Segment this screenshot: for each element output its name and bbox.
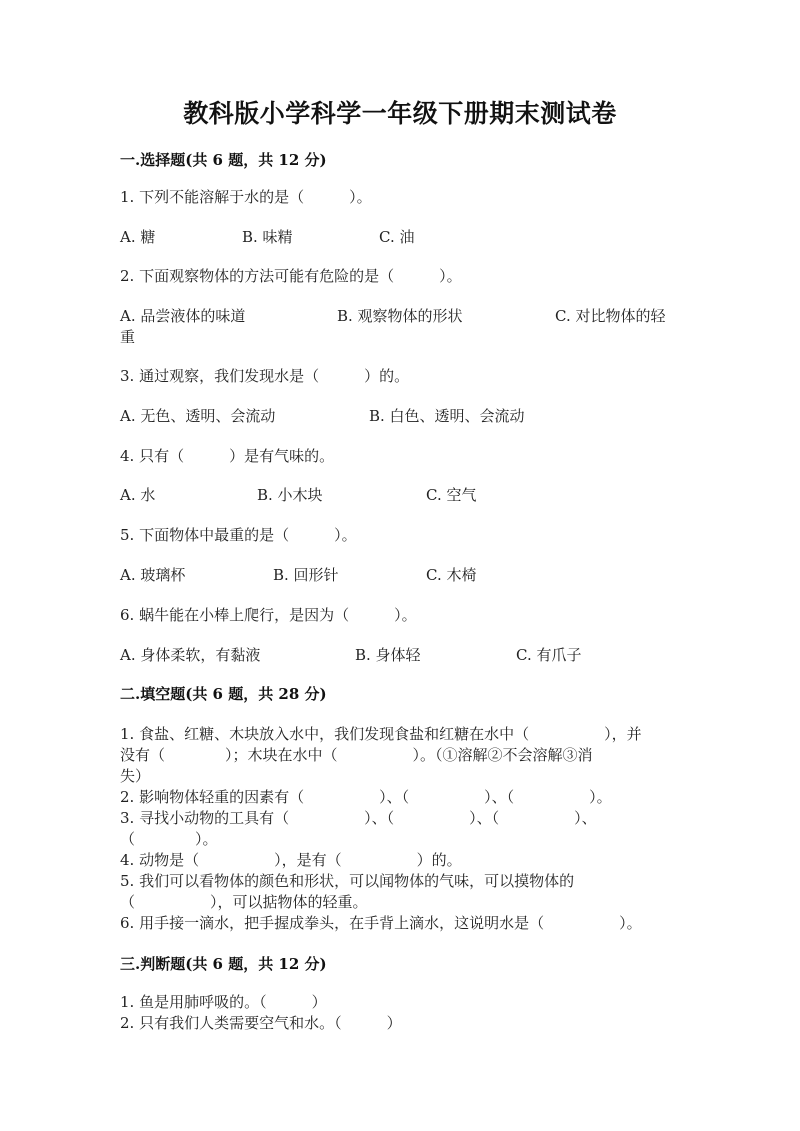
option-c-continued: 重 [120, 328, 136, 346]
fill-question-line: 2. 影响物体轻重的因素有（ ）、（ ）、（ ）。 [120, 788, 612, 806]
question-stem: 2. 下面观察物体的方法可能有危险的是（ ）。 [120, 267, 462, 285]
section-heading-choice: 一.选择题(共 6 题，共 12 分) [120, 151, 327, 169]
judge-question: 2. 只有我们人类需要空气和水。（ ） [120, 1014, 402, 1032]
option-b: B. 小木块 [257, 486, 323, 504]
option-b: B. 身体轻 [355, 646, 421, 664]
section-heading-judge: 三.判断题(共 6 题，共 12 分) [120, 955, 327, 973]
fill-question-line: 6. 用手接一滴水，把手握成拳头，在手背上滴水，这说明水是（ ）。 [120, 914, 642, 932]
fill-question-line: 没有（ ）；木块在水中（ ）。（①溶解②不会溶解③消 [120, 746, 593, 764]
fill-question-line: 1. 食盐、红糖、木块放入水中，我们发现食盐和红糖在水中（ ），并 [120, 725, 642, 743]
fill-question-line: 失） [120, 767, 151, 785]
judge-question: 1. 鱼是用肺呼吸的。（ ） [120, 993, 327, 1011]
fill-question-line: 3. 寻找小动物的工具有（ ）、（ ）、（ ）、 [120, 809, 597, 827]
option-a: A. 无色、透明、会流动 [120, 407, 276, 425]
question-stem: 1. 下列不能溶解于水的是（ ）。 [120, 188, 372, 206]
fill-question-line: 5. 我们可以看物体的颜色和形状，可以闻物体的气味，可以摸物体的 [120, 872, 575, 890]
option-c: C. 有爪子 [516, 646, 582, 664]
fill-question-line: 4. 动物是（ ），是有（ ）的。 [120, 851, 462, 869]
option-b: B. 回形针 [273, 566, 339, 584]
option-b: B. 白色、透明、会流动 [369, 407, 525, 425]
option-a: A. 水 [120, 486, 156, 504]
option-a: A. 身体柔软，有黏液 [120, 646, 261, 664]
option-a: A. 玻璃杯 [120, 566, 186, 584]
page-title: 教科版小学科学一年级下册期末测试卷 [183, 99, 617, 128]
option-a: A. 糖 [120, 228, 156, 246]
option-c: C. 木椅 [426, 566, 477, 584]
option-b: B. 观察物体的形状 [337, 307, 463, 325]
question-stem: 5. 下面物体中最重的是（ ）。 [120, 526, 357, 544]
option-b: B. 味精 [242, 228, 293, 246]
option-c: C. 油 [379, 228, 415, 246]
question-stem: 6. 蜗牛能在小棒上爬行，是因为（ ）。 [120, 606, 417, 624]
option-c: C. 对比物体的轻 [555, 307, 666, 325]
section-heading-fill: 二.填空题(共 6 题，共 28 分) [120, 685, 327, 703]
option-a: A. 品尝液体的味道 [120, 307, 246, 325]
question-stem: 3. 通过观察，我们发现水是（ ）的。 [120, 367, 410, 385]
question-stem: 4. 只有（ ）是有气味的。 [120, 447, 335, 465]
fill-question-line: （ ）。 [120, 830, 218, 848]
option-c: C. 空气 [426, 486, 477, 504]
fill-question-line: （ ），可以掂物体的轻重。 [120, 893, 368, 911]
